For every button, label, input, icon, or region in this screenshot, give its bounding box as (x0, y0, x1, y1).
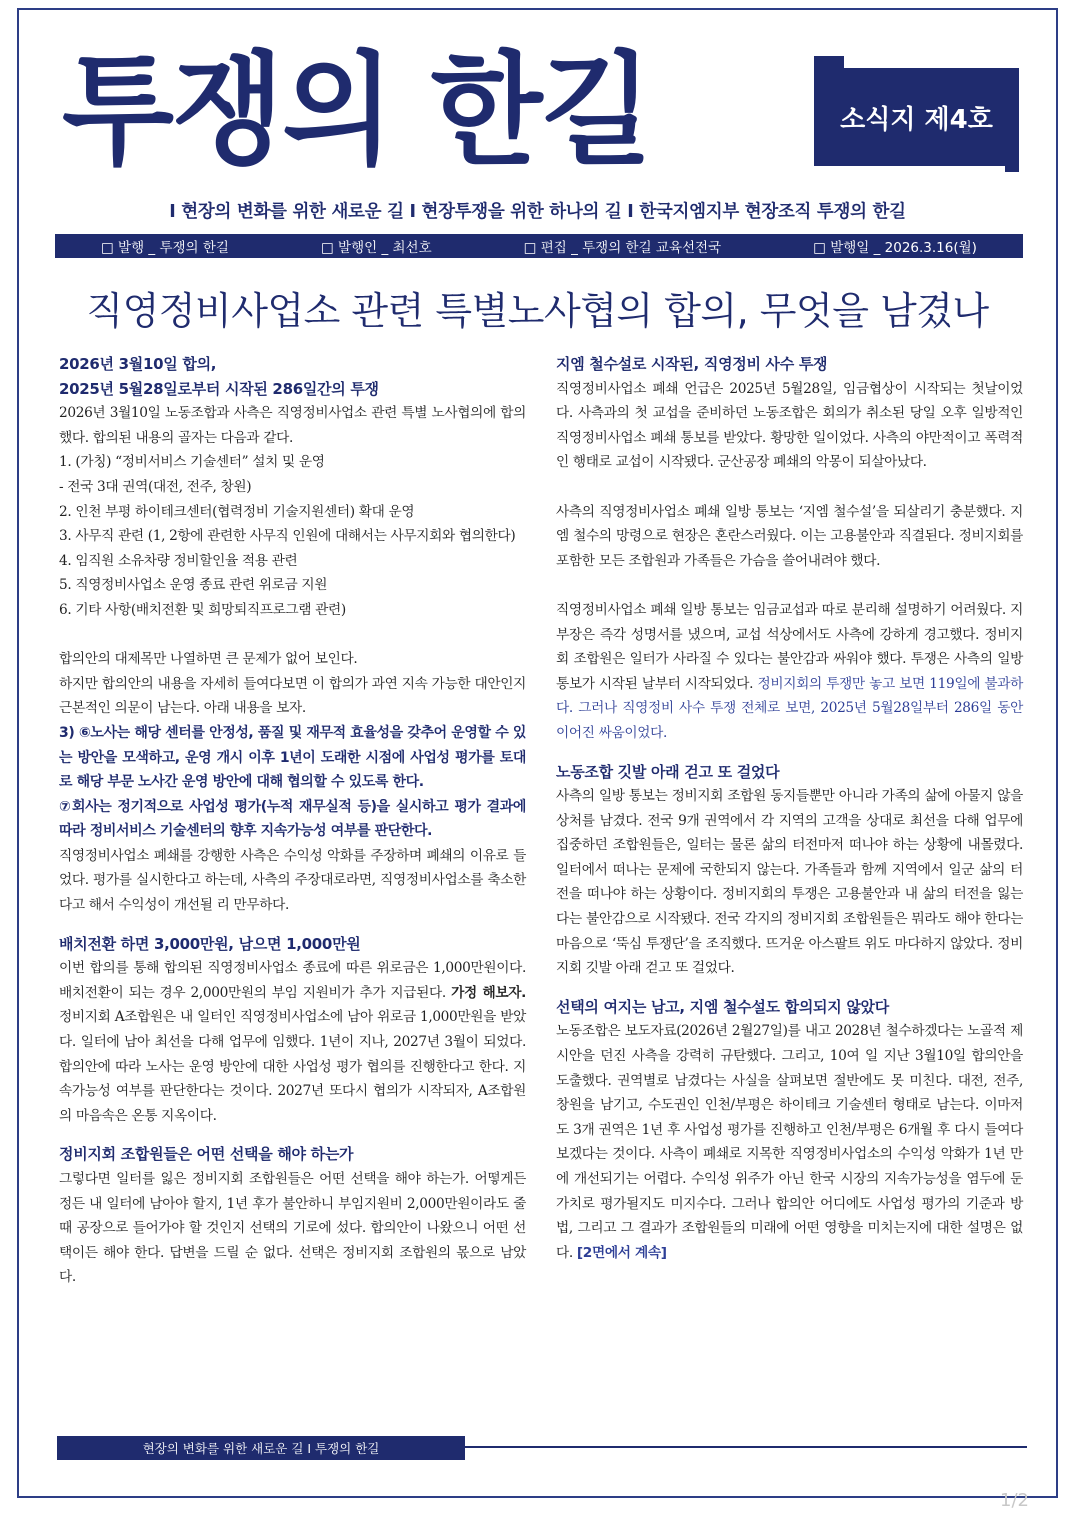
right-column (556, 352, 1023, 1265)
paragraph: 직영정비사업소 폐쇄를 강행한 사측은 수익성 악화를 주장하며 폐쇄의 이유로 들었다. 평가를 실시한다고 하는데, 사측의 주장대로라면, 직영정비사업소를 축소한다고 해서 수익성이 개선될 리 만무하다. (59, 847, 526, 914)
paragraph: 합의안의 대제목만 나열하면 큰 문제가 없어 보인다. (59, 651, 358, 668)
list-item: 3. 사무직 관련 (1, 2항에 관련한 사무직 인원에 대해서는 사무지회와 협의한다) (59, 528, 516, 545)
list-item: 2. 인천 부평 하이테크센터(협력정비 기술지원센터) 확대 운영 (59, 503, 415, 520)
paragraph (556, 598, 1023, 746)
date-info: □ 발행일 _ 2026.3.16(월) (813, 240, 977, 256)
footer-rule (465, 1446, 1027, 1448)
paragraph: 그렇다면 일터를 잃은 정비지회 조합원들은 어떤 선택을 해야 하는가. 어떻게든 정든 내 일터에 남아야 할지, 1년 후가 불안하니 부임지원비 2,000만원이라도 줄 때 공장으로 들어가야 할 것인지 선택의 기로에 섰다. 합의안이 나왔으니 어떤 선택이든 해야 한다. 답변을 드릴 순 없다. 선택은 정비지회 조합원의 몫으로 남았다. (59, 1171, 526, 1286)
masthead-title: 투쟁의 한길 (62, 40, 651, 182)
list-item: 1. (가칭) “정비서비스 기술센터” 설치 및 운영 (59, 454, 325, 471)
continued-note: [2면에서 계속] (576, 1244, 667, 1261)
list-item: - 전국 3대 권역(대전, 전주, 창원) (59, 478, 252, 495)
list-item: 6. 기타 사항(배치전환 및 희망퇴직프로그램 관련) (59, 601, 346, 618)
paragraph: 사측의 일방 통보는 정비지회 조합원 동지들뿐만 아니라 가족의 삶에 아물지 않을 상처를 남겼다. 전국 9개 권역에서 각 지역의 고객을 상대로 최선을 다해 업무에 집중하던 조합원들은, 일터는 물론 삶의 터전마저 떠나야 하는 상황에 내몰렸다. 일터에서 떠나는 문제에 국한되지 않는다. 가족들과 함께 지역에서 일군 삶의 터전을 떠나야 하는 상황이다. 정비지회의 투쟁은 고용불안과 내 삶의 터전을 잃는다는 불안감으로 시작됐다. 전국 각지의 정비지회 조합원들은 뭐라도 해야 한다는 마음으로 ‘뚝심 투쟁단’을 조직했다. 뜨거운 아스팔트 위도 마다하지 않았다. 정비지회 깃발 아래 걷고 또 걸었다. (556, 788, 1023, 977)
paragraph: 직영정비사업소 폐쇄 언급은 2025년 5월28일, 임금협상이 시작되는 첫날이었다. 사측과의 첫 교섭을 준비하던 노동조합은 회의가 취소된 당일 오후 일방적인 직영정비사업소 폐쇄 통보를 받았다. 황망한 일이었다. 사측의 야만적이고 폭력적인 행태로 교섭이 시작됐다. 군산공장 폐쇄의 악몽이 되살아났다. (556, 380, 1023, 471)
highlighted-text: 정비지회의 투쟁만 놓고 보면 119일에 불과하다. 그러나 직영정비 사수 투쟁 전체로 보면, 2025년 5월28일부터 286일 동안 이어진 싸움이었다. (556, 675, 1023, 741)
agreement-quote: ⑦회사는 정기적으로 사업성 평가(누적 재무실적 등)을 실시하고 평가 결과에 따라 정비서비스 기술센터의 향후 지속가능성 여부를 판단한다. (59, 798, 526, 840)
paragraph: 사측의 직영정비사업소 폐쇄 일방 통보는 ‘지엠 철수설’을 되살리기 충분했다. 지엠 철수의 망령으로 현장은 혼란스러웠다. 이는 고용불안과 직결된다. 정비지회를 포함한 모든 조합원과 가족들은 가슴을 쓸어내려야 했다. (556, 503, 1023, 569)
editor-info: □ 편집 _ 투쟁의 한길 교육선전국 (523, 240, 722, 256)
section-heading: 선택의 여지는 남고, 지엠 철수설도 합의되지 않았다 (556, 997, 889, 1016)
list-item: 5. 직영정비사업소 운영 종료 관련 위로금 지원 (59, 577, 328, 594)
footer-text: 현장의 변화를 위한 새로운 길 I 투쟁의 한길 (142, 1441, 380, 1456)
section-heading: 정비지회 조합원들은 어떤 선택을 해야 하는가 (59, 1145, 354, 1164)
footer-banner (57, 1436, 465, 1460)
left-column (59, 352, 526, 1290)
list-item: 4. 임직원 소유차량 정비할인율 적용 관련 (59, 552, 298, 569)
page-number: 1/2 (1000, 1490, 1029, 1511)
section-heading: 2025년 5월28일로부터 시작된 286일간의 투쟁 (59, 379, 379, 398)
article-headline: 직영정비사업소 관련 특별노사협의 합의, 무엇을 남겼나 (86, 289, 989, 333)
tagline: I 현장의 변화를 위한 새로운 길 I 현장투쟁을 위한 하나의 길 I 한국지엠지부 현장조직 투쟁의 한길 (169, 202, 906, 222)
publisher-info: □ 발행 _ 투쟁의 한길 (101, 240, 229, 256)
issue-label: 소식지 제4호 (840, 104, 993, 135)
emphasis-text: 가정 해보자. (451, 984, 526, 1001)
text-run: 노동조합은 보도자료(2026년 2월27일)를 내고 2028년 철수하겠다는 노골적 제시안을 던진 사측을 강력히 규탄했다. 그리고, 10여 일 지난 3월10일 합의안을 도출했다. 권역별로 남겼다는 사실을 살펴보면 절반에도 못 미친다. 대전, 전주, 창원을 남기고, 수도권인 인천/부평은 하이테크 기술센터 형태로 남는다. 이마저도 3개 권역은 1년 후 사업성 평가를 진행하고 인천/부평은 6개월 후 다시 들여다보겠다는 것이다. 사측이 폐쇄로 지목한 직영정비사업소의 수익성 악화가 1년 만에 개선되기는 어렵다. 수익성 위주가 아닌 한국 시장의 지속가능성을 염두에 둔 가치로 평가될지도 미지수다. 그러나 합의안 어디에도 사업성 평가의 기준과 방법, 그리고 그 결과가 조합원들의 미래에 어떤 영향을 미치는지에 대한 설명은 없다. (556, 1023, 1023, 1261)
paragraph (59, 956, 526, 1128)
text-run: 이번 합의를 통해 합의된 직영정비사업소 종료에 따른 위로금은 1,000만원이다. 배치전환이 되는 경우 2,000만원의 부임 지원비가 추가 지급된다. (59, 960, 526, 1001)
section-heading: 배치전환 하면 3,000만원, 남으면 1,000만원 (59, 934, 361, 953)
issue-badge (814, 68, 1019, 166)
text-run: 정비지회 A조합원은 내 일터인 직영정비사업소에 남아 위로금 1,000만원을 받았다. 일터에 남아 최선을 다해 업무에 임했다. 1년이 지나, 2027년 3월이 되었다. 합의안에 따라 노사는 운영 방안에 대한 사업성 평가 협의를 진행한다고 한다. 지속가능성 여부를 판단한다는 것이다. 2027년 또다시 협의가 시작되자, A조합원의 마음속은 온통 지옥이다. (59, 1009, 526, 1124)
paragraph (556, 1019, 1023, 1265)
section-heading: 지엠 철수설로 시작된, 직영정비 사수 투쟁 (556, 355, 828, 373)
paragraph: 2026년 3월10일 노동조합과 사측은 직영정비사업소 관련 특별 노사협의에 합의했다. 합의된 내용의 골자는 다음과 같다. (59, 405, 526, 446)
agreement-quote: 3) ⑥노사는 해당 센터를 안정성, 품질 및 재무적 효율성을 갖추어 운영할 수 있는 방안을 모색하고, 운영 개시 이후 1년이 도래한 시점에 사업성 평가를 토대로 해당 부문 노사간 운영 방안에 대해 협의할 수 있도록 한다. (59, 724, 526, 791)
section-heading: 2026년 3월10일 합의, (59, 355, 217, 373)
issuer-info: □ 발행인 _ 최선호 (321, 240, 432, 256)
section-heading: 노동조합 깃발 아래 걷고 또 걸었다 (556, 762, 780, 781)
paragraph: 하지만 합의안의 내용을 자세히 들여다보면 이 합의가 과연 지속 가능한 대안인지 근본적인 의문이 남는다. 아래 내용을 보자. (59, 675, 526, 717)
text-run: 직영정비사업소 폐쇄 일방 통보는 임금교섭과 따로 분리해 설명하기 어려웠다. 지부장은 즉각 성명서를 냈으며, 교섭 석상에서도 사측에 강하게 경고했다. 정비지회 조합원은 일터가 사라질 수 있다는 불안감과 싸워야 했다. 투쟁은 사측의 일방 통보가 시작된 날부터 시작되었다. (556, 601, 1023, 692)
publication-info-bar (55, 234, 1023, 258)
